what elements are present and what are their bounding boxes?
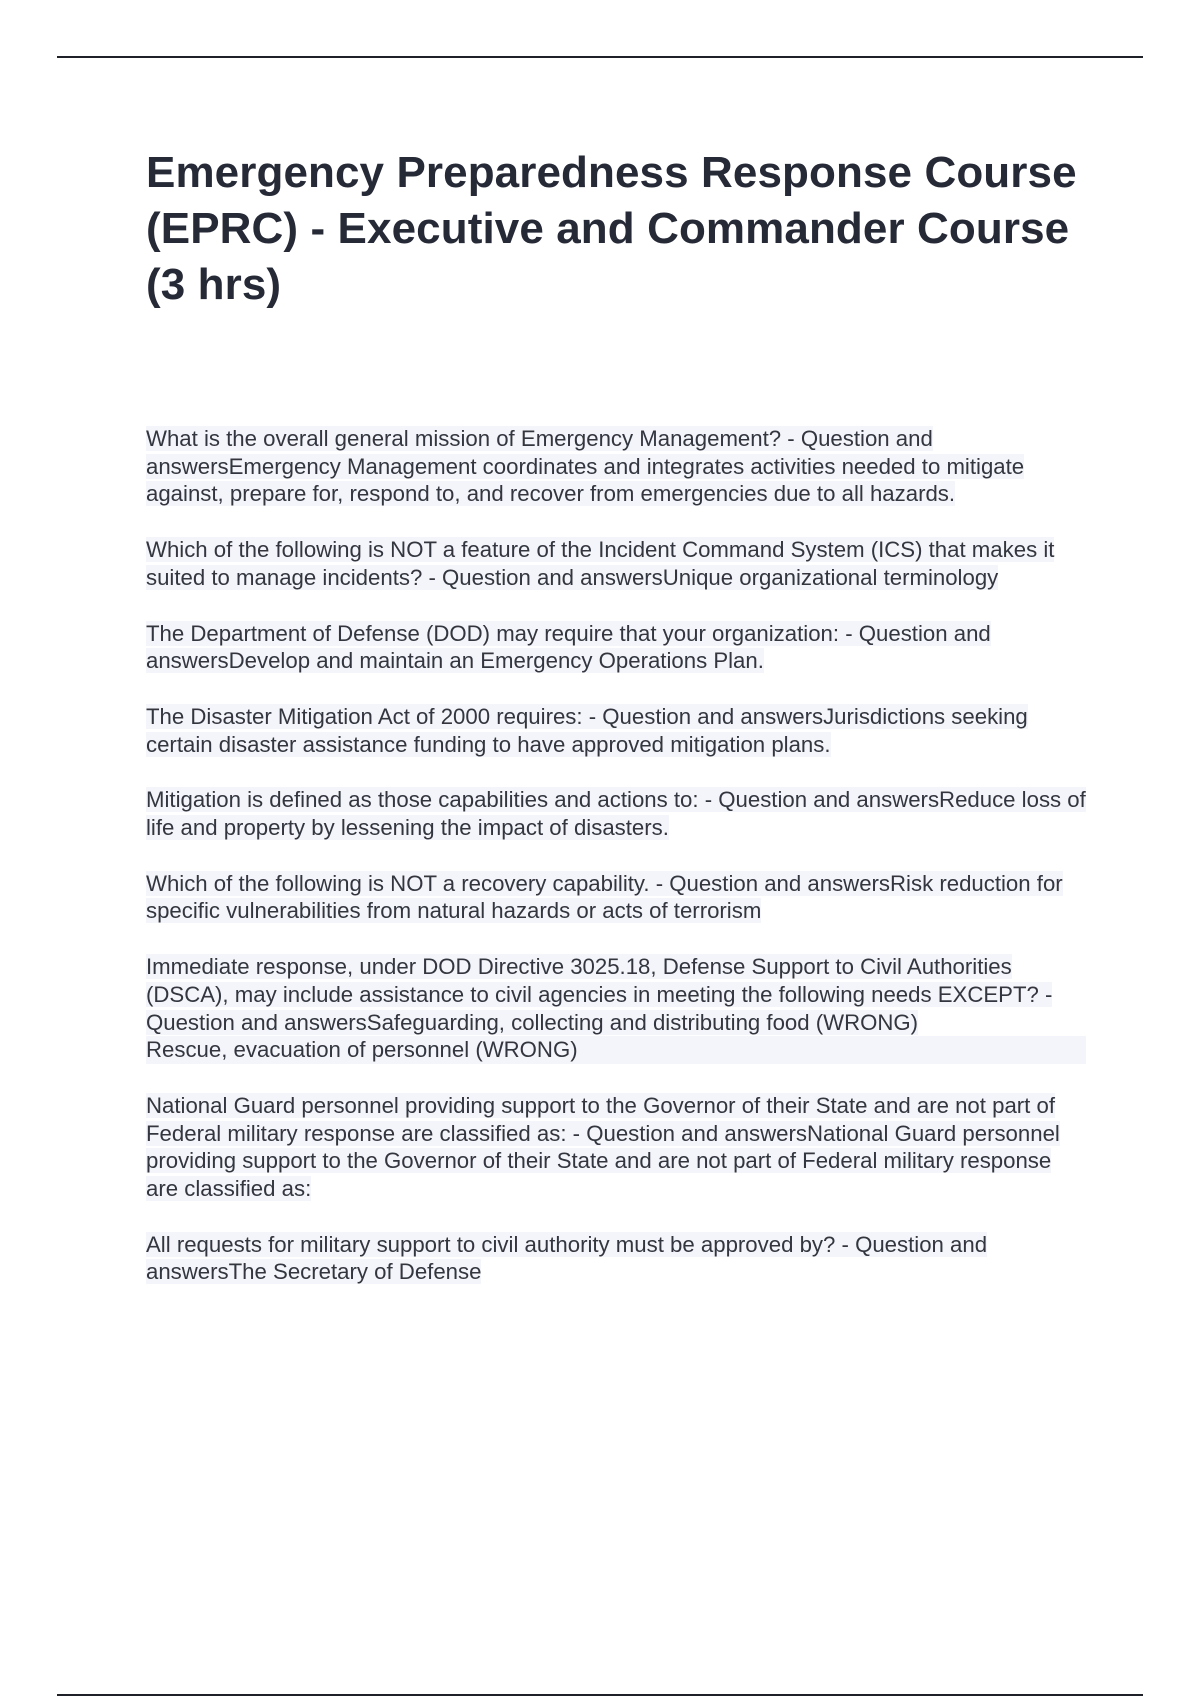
qa-list <box>146 425 1086 1314</box>
qa-item-3 <box>146 620 1086 675</box>
qa-item-2 <box>146 536 1086 591</box>
top-rule <box>57 56 1143 58</box>
qa-item-4 <box>146 703 1086 758</box>
question-text: All requests for military support to civil authority must be approved by? - Question and answers <box>146 1231 988 1285</box>
qa-item-9 <box>146 1231 1086 1286</box>
question-text: National Guard personnel providing support to the Governor of their State and are not part of Federal military response are classified as: - Question and answers <box>146 1092 1056 1146</box>
qa-item-5 <box>146 786 1086 841</box>
answer-text: Reduce loss of life and property by lessening the impact of disasters. <box>146 787 1086 841</box>
answer-extra-text: Rescue, evacuation of personnel (WRONG) <box>146 1036 1086 1064</box>
qa-item-1 <box>146 425 1086 508</box>
qa-item-7 <box>146 953 1086 1064</box>
question-text: Mitigation is defined as those capabilities and actions to: - Question and answers <box>146 787 940 813</box>
question-text: The Department of Defense (DOD) may require that your organization: - Question and answers <box>146 620 991 674</box>
question-text: What is the overall general mission of Emergency Management? - Question and answers <box>146 426 933 479</box>
answer-text: Emergency Management coordinates and integrates activities needed to mitigate against, prepare for, respond to, and recover from emergencies due to all hazards. <box>146 453 1025 507</box>
answer-text: Jurisdictions seeking certain disaster assistance funding to have approved mitigation plans. <box>146 703 1028 757</box>
qa-item-8 <box>146 1092 1086 1203</box>
answer-text: Develop and maintain an Emergency Operations Plan. <box>228 648 764 674</box>
question-text: Which of the following is NOT a feature of the Incident Command System (ICS) that makes it suited to manage incidents? - Question and answers <box>146 537 1055 590</box>
bottom-rule <box>57 1694 1143 1696</box>
question-text: The Disaster Mitigation Act of 2000 requires: - Question and answers <box>146 703 824 729</box>
answer-text: Unique organizational terminology <box>662 564 999 590</box>
qa-item-6 <box>146 870 1086 925</box>
answer-text: The Secretary of Defense <box>228 1259 482 1285</box>
answer-text: Safeguarding, collecting and distributing food (WRONG) <box>366 1009 919 1035</box>
question-text: Immediate response, under DOD Directive 3025.18, Defense Support to Civil Authorities (DSCA), may include assistance to civil agencies in meeting the following needs EXCEPT? - Question and answers <box>146 954 1053 1035</box>
question-text: Which of the following is NOT a recovery capability. - Question and answers <box>146 870 891 896</box>
answer-text: National Guard personnel providing support to the Governor of their State and are not part of Federal military response are classified as: <box>146 1120 1060 1202</box>
document-title: Emergency Preparedness Response Course (EPRC) - Executive and Commander Course (3 hrs) <box>146 148 1077 309</box>
answer-text: Risk reduction for specific vulnerabilities from natural hazards or acts of terrorism <box>146 870 1063 924</box>
